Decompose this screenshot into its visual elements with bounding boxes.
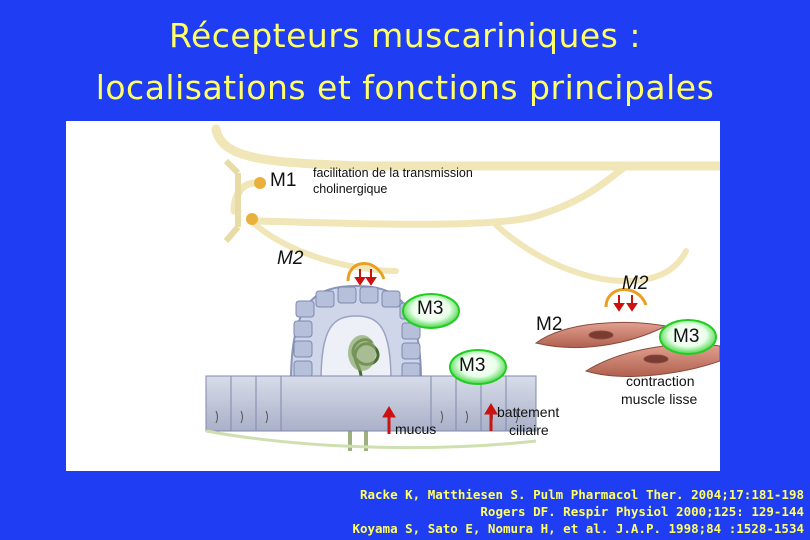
title-line-1: Récepteurs muscariniques : [169,16,641,55]
diagram-panel [66,121,720,471]
mucus-label: mucus [395,421,437,437]
references [352,486,804,537]
m3-cilia-label: M3 [459,355,486,376]
m1-function-text-line-1: facilitation de la transmission [313,166,473,180]
contraction-label-line-1: contraction [626,373,695,389]
reference-3: Koyama S, Sato E, Nomura H, et al. J.A.P. 1998;84 :1528-1534 [352,521,804,536]
reference-2: Rogers DF. Respir Physiol 2000;125: 129-144 [480,504,804,519]
battement-label-line-2: ciliaire [509,422,549,438]
m1-function-text-line-2: cholinergique [313,182,388,196]
contraction-label-line-2: muscle lisse [621,391,698,407]
m2-muscle-label: M2 [536,314,563,335]
m3-muscle-label: M3 [673,326,700,347]
reference-1: Racke K, Matthiesen S. Pulm Pharmacol Ther. 2004;17:181-198 [359,487,804,502]
m2-right-label: M2 [622,273,649,294]
m3-gland-label: M3 [417,298,444,319]
m2-left-label: M2 [277,248,304,269]
m1-label: M1 [270,170,297,191]
battement-label-line-1: battement [497,404,560,420]
title-line-2: localisations et fonctions principales [95,68,715,107]
